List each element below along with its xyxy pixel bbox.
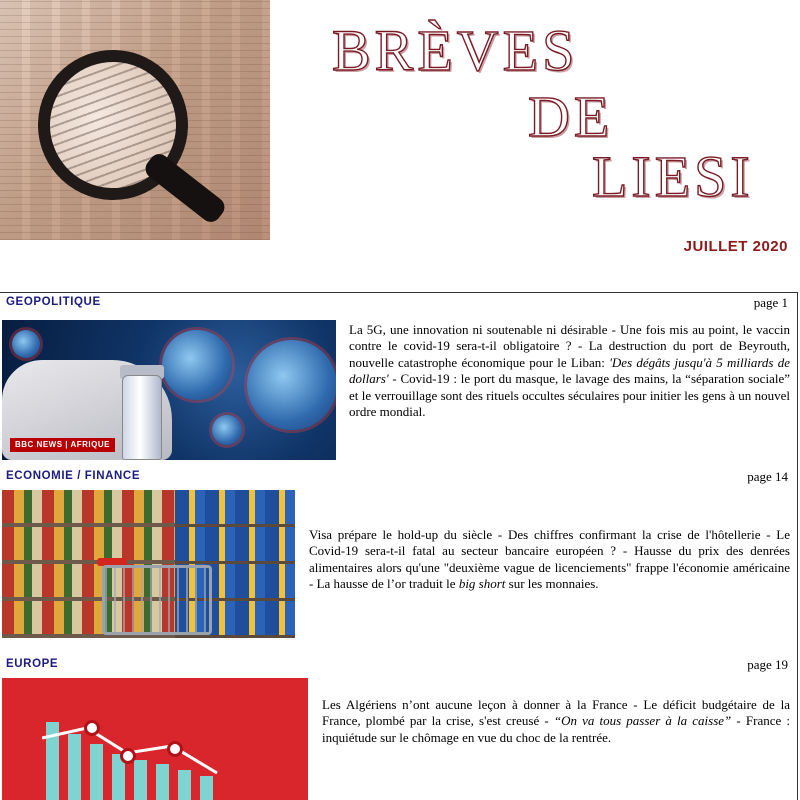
magnifier-handle xyxy=(142,150,229,226)
section-blurb-geopolitique xyxy=(349,322,790,420)
virus-graphic xyxy=(247,340,336,430)
blurb-text: sur les monnaies. xyxy=(505,576,599,592)
virus-graphic xyxy=(12,330,40,358)
chart-bar xyxy=(200,776,213,800)
trend-marker xyxy=(84,720,100,736)
shopping-cart xyxy=(102,565,212,635)
virus-graphic xyxy=(212,415,242,445)
title-line-2: DE xyxy=(528,84,614,149)
section-title-geopolitique[interactable]: GEOPOLITIQUE xyxy=(6,296,101,308)
trend-marker xyxy=(167,741,183,757)
section-title-europe[interactable]: EUROPE xyxy=(6,658,59,670)
blurb-emphasis: big short xyxy=(458,576,506,592)
section-page-geopolitique[interactable]: page 1 xyxy=(753,295,788,310)
title-line-1: BRÈVES xyxy=(332,18,579,83)
title-line-3: LIESI xyxy=(592,144,754,209)
bbc-news-badge: BBC NEWS | AFRIQUE xyxy=(10,438,115,452)
declining-chart-image xyxy=(2,678,308,800)
issue-date: JUILLET 2020 xyxy=(683,238,788,255)
section-blurb-europe xyxy=(322,697,790,746)
blurb-quote: “On va tous passer à la caisse” xyxy=(553,713,732,729)
trend-line xyxy=(42,718,242,778)
blurb-text: - France : inquiétude sur le chômage en vue du choc de la rentrée. xyxy=(322,713,790,745)
blurb-quote: 'Des dégâts jusqu'à 5 milliards de dollars' xyxy=(349,354,790,387)
section-title-economie-finance[interactable]: ECONOMIE / FINANCE xyxy=(6,470,141,482)
section-page-europe[interactable]: page 19 xyxy=(747,657,788,672)
blurb-text: Les Algériens n’ont aucune leçon à donner à la France - Le déficit budgétaire de la France, plombé par la crise, s'est creusé - xyxy=(322,697,790,729)
section-blurb-economie-finance xyxy=(309,527,790,593)
blurb-text: La 5G, une innovation ni soutenable ni désirable - Une fois mis au point, le vaccin contre le covid-19 sera-t-il obligatoire ? - La destruction du port de Beyrouth, nouvelle catastrophe économique pour le Liban: xyxy=(349,322,790,370)
vaccine-vial xyxy=(122,375,162,460)
blurb-text: - Covid-19 : le port du masque, le lavage des mains, la “séparation sociale” et le verrouillage sont des rituels occultes séculaires pour initier les gens à un nouvel ordre mondial. xyxy=(349,371,790,420)
covid-vaccine-image xyxy=(2,320,336,460)
blurb-text: Visa prépare le hold-up du siècle - Des chiffres confirmant la crise de l'hôtellerie - Le Covid-19 sera-t-il fatal au secteur bancaire européen ? - Hausse du prix des denrées alimentaires alors qu'une "deuxième vague de licenciements" frappe l'économie américaine - La hausse de l’or traduit le xyxy=(309,527,790,592)
virus-graphic xyxy=(162,330,232,400)
section-page-economie-finance[interactable]: page 14 xyxy=(747,469,788,484)
magnifying-glass-image xyxy=(0,0,270,240)
supermarket-shelves-image xyxy=(2,490,295,638)
trend-marker xyxy=(120,748,136,764)
